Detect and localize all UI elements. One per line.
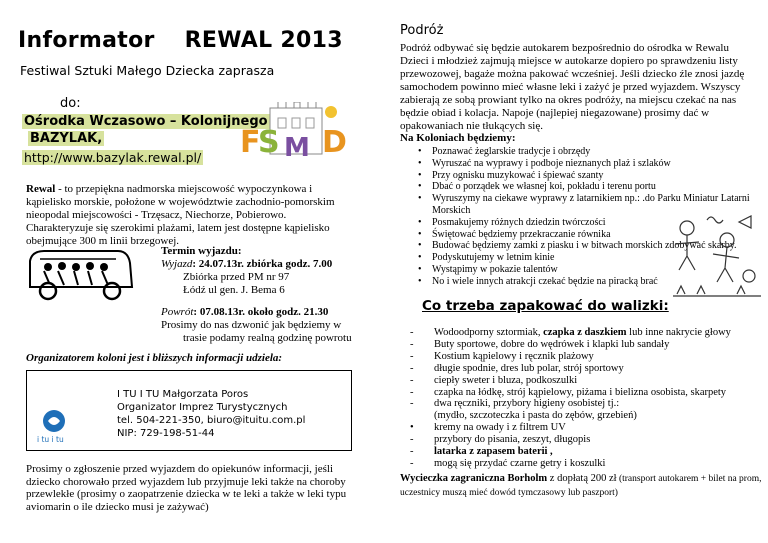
festival-invitation: Festiwal Sztuki Małego Dziecka zaprasza: [20, 63, 275, 78]
list-item: • Dbać o porządek we własnej koi, pokładu i terenu portu: [414, 181, 754, 193]
list-item: [410, 339, 762, 351]
svg-text:M: M: [284, 133, 310, 163]
list-text-pre: Buty sportowe, dobre do wędrówek i klapki lub sandały: [434, 338, 670, 350]
venue-line-2: BAZYLAK,: [30, 131, 103, 146]
list-marker: -: [410, 386, 414, 398]
venue-name: [22, 113, 270, 147]
list-item: • Świętować będziemy przekraczanie równika: [414, 229, 754, 241]
list-item: • Przy ognisku muzykować i śpiewać szanty: [414, 170, 754, 182]
list-marker: -: [410, 362, 414, 374]
list-text-pre: (mydło, szczoteczka i pasta do zębów, grzebień): [434, 410, 637, 422]
excursion-info: [400, 472, 762, 500]
list-item: [410, 446, 762, 458]
svg-text:D: D: [322, 125, 347, 160]
rewal-description: [26, 183, 356, 248]
list-text-pre: długie spodnie, dres lub polar, strój sportowy: [434, 362, 624, 374]
list-item: [410, 387, 762, 399]
do-label: do:: [60, 96, 81, 111]
list-item: • Wyruszymy na ciekawe wyprawy z latarnikiem np.: .do Parku Miniatur Latarni Morskich: [414, 193, 754, 217]
itu-itu-logo: [37, 407, 71, 445]
list-text-pre: ciepły sweter i bluza, podkoszulki: [434, 374, 578, 386]
list-item: [410, 375, 762, 387]
agency-details: [117, 388, 305, 440]
agency-name: I TU I TU Małgorzata Poros: [117, 389, 249, 400]
list-item: [410, 398, 762, 410]
departure-info: [161, 245, 332, 297]
list-item: • Posmakujemy różnych dziedzin twórczości: [414, 217, 754, 229]
list-text-pre: czapka na łódkę, strój kąpielowy, piżama i bielizna osobista, skarpety: [434, 386, 727, 398]
meeting-point: Zbiórka przed PM nr 97: [183, 271, 290, 283]
svg-text:S: S: [258, 125, 280, 160]
return-value: : 07.08.13r. około godz. 21.30: [193, 306, 329, 318]
departure-label: Wyjazd: [161, 258, 193, 270]
list-marker: •: [410, 422, 414, 434]
agency-logo-text: i tu i tu: [37, 435, 64, 444]
list-item: [410, 410, 762, 422]
list-marker: -: [410, 446, 414, 458]
list-marker: -: [410, 327, 414, 338]
title-informator: Informator: [18, 28, 155, 53]
list-text-post: lub inne nakrycie głowy: [626, 327, 731, 338]
medical-notice: Prosimy o zgłoszenie przed wyjazdem do opiekunów informacji, jeśli dziecko chorowało przed wyjazdem lub przyjmuje leki także na choroby przewlekłe (prosimy o zaopatrzenie dziecka w te leki a także w leki typu aviomarin o ile dziecko musi je zażywać): [26, 463, 347, 513]
list-item: [410, 422, 762, 434]
list-text-pre: Kostium kąpielowy i ręcznik plażowy: [434, 350, 594, 362]
list-item: • Budować będziemy zamki z piasku i w bitwach morskich zdobywać skarby.: [414, 240, 754, 252]
list-marker: -: [410, 338, 414, 350]
return-note-1: Prosimy do nas dzwonić jak będziemy w: [161, 319, 342, 331]
children-playing-illustration-icon: [667, 210, 763, 306]
list-item: [410, 363, 762, 375]
organizer-heading: Organizatorem koloni jest i bliższych informacji udziela:: [26, 352, 283, 364]
rewal-text: - to przepiękna nadmorska miejscowość wypoczynkowa i kąpielisko morskie, położone w województwie zachodnio-pomorskim nieopodal miejscowości - Trzęsacz, Niechorze, Pobierowo. Charakteryzuje się szerokimi plażami, latem jest dostępne kąpielisko obejmujące 300 m linii brzegowej.: [26, 183, 335, 247]
list-item: [410, 458, 762, 470]
list-item: • Wyruszać na wyprawy i podboje nieznanych plaż i szlaków: [414, 158, 754, 170]
travel-heading: Podróż: [400, 23, 444, 38]
departure-heading: Termin wyjazdu:: [161, 245, 242, 257]
list-text-pre: Wodoodporny sztormiak,: [434, 327, 544, 338]
list-text-pre: kremy na owady i z filtrem UV: [434, 422, 566, 434]
activities-heading: Na Koloniach będziemy:: [400, 132, 516, 144]
venue-url[interactable]: http://www.bazylak.rewal.pl/: [24, 150, 202, 165]
page-title: [18, 28, 343, 53]
list-text-bold: czapka z daszkiem: [543, 327, 627, 338]
agency-type: Organizator Imprez Turystycznych: [117, 402, 288, 413]
list-item: [410, 351, 762, 363]
excursion-note: (transport autokarem + bilet na prom, uczestnicy muszą mieć dowód tymczasowy lub paszport): [400, 474, 762, 498]
departure-line: [161, 258, 332, 271]
return-info: [161, 306, 352, 345]
rewal-name: Rewal: [26, 183, 56, 195]
agency-contact: tel. 504-221-350, biuro@ituitu.com.pl: [117, 415, 306, 426]
agency-nip: NIP: 729-198-51-44: [117, 428, 215, 439]
return-note-2: trasie podamy realną godzinę powrotu: [183, 332, 352, 344]
excursion-title: Wycieczka zagraniczna Borholm: [400, 473, 548, 484]
list-text-pre: dwa ręczniki, przybory higieny osobistej tj.:: [434, 398, 620, 410]
list-item: • Poznawać żeglarskie tradycje i obrzędy: [414, 146, 754, 158]
travel-text: Podróż odbywać się będzie autokarem bezpośrednio do ośrodka w Rewalu Dzieci i młodzież zajmują miejsce w autokarze dopiero po sprawdzeniu listy przewozowej, bagaże można pakować wcześniej. Jeśli dziecko źle znosi jazdę samochodem powinno mieć własne leki i zażyć je przed wyjazdem. Wszyscy zabierają ze sobą prowiant tylko na okres podróży, na miejscu czekać na nas będzie obiad i kolacja. Napoje (najlepiej niegazowane) prosimy dać w opakowaniach nie tłukących się.: [400, 42, 745, 132]
fsmd-logo: [234, 102, 359, 170]
list-item: • No i wiele innych atrakcji czekać będzie na piracką brać: [414, 276, 754, 288]
svg-text:F: F: [240, 125, 261, 160]
list-item: • Podyskutujemy w letnim kinie: [414, 252, 754, 264]
list-text-pre: przybory do pisania, zeszyt, długopis: [434, 434, 591, 446]
return-label: Powrót: [161, 306, 194, 318]
list-marker: -: [410, 374, 414, 386]
list-marker: -: [410, 434, 414, 446]
list-text-pre: mogą się przydać czarne getry i koszulki: [434, 457, 606, 469]
venue-line-1: Ośrodka Wczasowo – Kolonijnego: [24, 114, 268, 129]
list-marker: -: [410, 398, 414, 410]
meeting-address: Łódź ul gen. J. Bema 6: [183, 284, 285, 296]
list-item: [410, 434, 762, 446]
list-text-bold: latarka z zapasem baterii ,: [434, 446, 553, 458]
departure-value: : 24.07.13r. zbiórka godz. 7.00: [192, 258, 333, 270]
bus-illustration-icon: [26, 241, 136, 303]
right-column: [392, 0, 768, 543]
title-rewal: REWAL 2013: [184, 28, 343, 53]
list-item: [410, 327, 762, 339]
list-marker: -: [410, 350, 414, 362]
list-item: • Wystąpimy w pokazie talentów: [414, 264, 754, 276]
packing-heading: Co trzeba zapakować do walizki:: [422, 298, 669, 314]
excursion-price: z dopłatą 200 zł: [547, 473, 617, 484]
packing-list: [410, 327, 762, 470]
agency-box: [26, 370, 352, 451]
list-marker: -: [410, 457, 414, 469]
return-line: [161, 306, 352, 319]
